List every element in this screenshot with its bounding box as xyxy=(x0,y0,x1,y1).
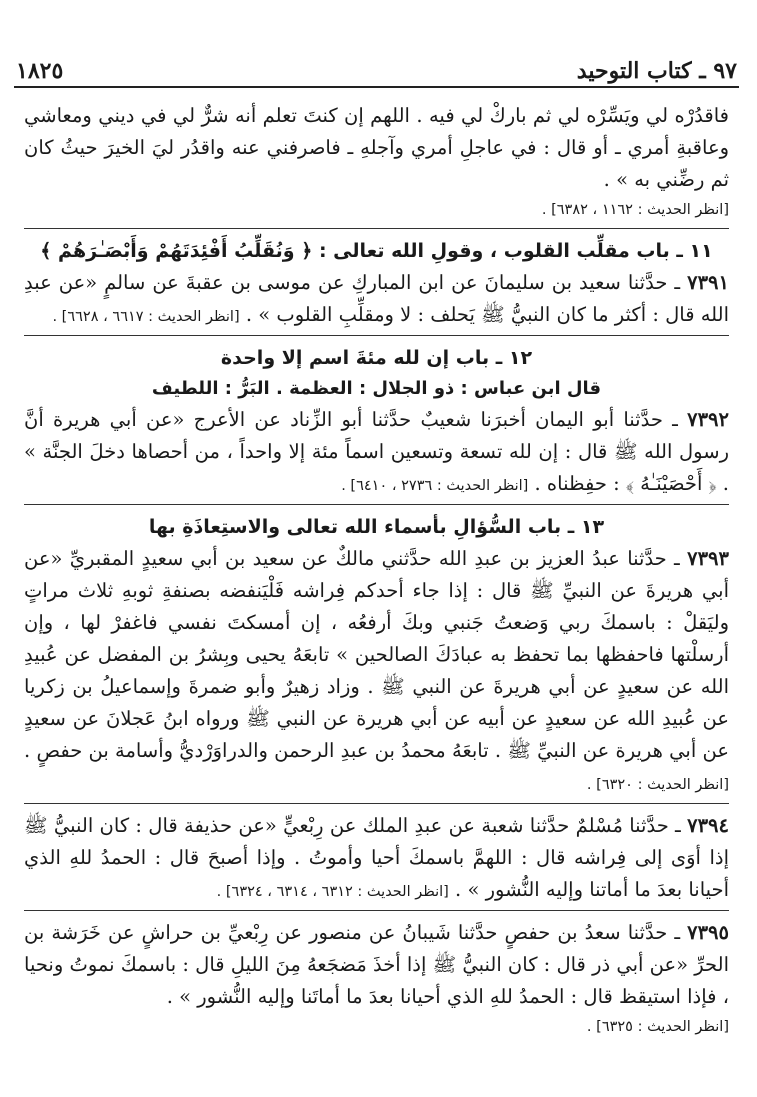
hadith-number: ٧٣٩٣ xyxy=(687,547,729,570)
hadith-text: ـ حدَّثنا سعيد بن سليمانَ عن ابن المباركِ عن موسى بن عقبةَ عن سالمٍ «عن عبدِ الله قال : أكثر ما كان النبيُّ ﷺ يَحلف : لا ومقلِّبِ القلوب » . xyxy=(24,271,729,326)
paragraph-continuation: فاقدُرْه لي ويَسِّرْه لي ثم باركْ لي فيه . اللهم إن كنتَ تعلم أنه شرٌّ لي في ديني ومعاشي وعاقبةِ أمري ـ أو قال : في عاجلِ أمري وآجلهِ ـ فاصرفني عنه واقدُر ليَ الخيرَ حيثُ كان ثم رضِّني به » . xyxy=(24,104,729,191)
page-body xyxy=(14,88,739,1041)
cross-reference: [انظر الحديث : ٦٣٢٠] . xyxy=(586,777,729,793)
cross-reference: [انظر الحديث : ٦٣١٢ ، ٦٣١٤ ، ٦٣٢٤] . xyxy=(216,884,449,900)
running-header xyxy=(14,52,739,88)
hadith-number: ٧٣٩٥ xyxy=(687,921,730,944)
divider xyxy=(24,803,729,804)
divider xyxy=(24,228,729,229)
hadith-number: ٧٣٩٤ xyxy=(687,814,729,837)
page-number: ١٨٢٥ xyxy=(16,58,64,84)
cross-reference: [انظر الحديث : ٦٣٢٥] . xyxy=(586,1019,729,1035)
hadith-number: ٧٣٩٢ xyxy=(687,408,729,431)
chapter-title: ٩٧ ـ كتاب التوحيد xyxy=(576,58,737,84)
hadith-7391 xyxy=(24,267,729,331)
hadith-text: ـ حدَّثنا مُسْلمٌ حدَّثنا شعبة عن عبدِ الملك عن رِبْعيٍّ «عن حذيفة قال : كان النبيُّ ﷺ إذا أوَى إلى فِراشه قال : اللهمَّ باسمكَ أحيا وأموتُ . وإذا أصبحَ قال : الحمدُ للهِ الذي أحيانا بعدَ ما أماتنا وإليه النُّشور » . xyxy=(24,814,729,901)
hadith-text: ـ حدَّثنا أبو اليمان أخبرَنا شعيبٌ حدَّثنا أبو الزِّناد عن الأعرج «عن أبي هريرة أنَّ رسول الله ﷺ قال : إن لله تسعة وتسعين اسماً مئة إلا واحداً ، من أحصاها دخلَ الجنَّة » . ﴿ أَحْصَيْنَـٰهُ ﴾ : حفِظناه . xyxy=(24,408,729,495)
hadith-text: ـ حدَّثنا سعدُ بن حفصٍ حدَّثنا شَيبانُ عن منصور عن رِبْعيِّ بن حراشٍ عن خَرَشة بن الحرِّ «عن أبي ذر قال : كان النبيُّ ﷺ إذا أخذَ مَضجَعهُ مِنَ الليلِ قال : باسمكَ نموتُ ونحيا ، فإذا استيقظ قال : الحمدُ للهِ الذي أحيانا بعدَ ما أماتَنا وإليه النُّشور » . xyxy=(24,921,729,1008)
chapter-heading: ١٣ ـ باب السُّؤالِ بأسماء الله تعالى والاستِعاذَةِ بها xyxy=(148,516,605,538)
book-page xyxy=(14,52,739,1041)
hadith-7392 xyxy=(24,404,729,500)
cross-reference: [انظر الحديث : ١١٦٢ ، ٦٣٨٢] . xyxy=(541,202,729,218)
hadith-7394 xyxy=(24,810,729,906)
divider xyxy=(24,335,729,336)
chapter-heading: ١٢ ـ باب إن لله مئةَ اسم إلا واحدة xyxy=(220,347,533,369)
cross-reference: [انظر الحديث : ٢٧٣٦ ، ٦٤١٠] . xyxy=(341,478,529,494)
chapter-heading: ١١ ـ باب مقلِّب القلوب ، وقولِ الله تعالى : ﴿ وَنُقَلِّبُ أَفْئِدَتَهُمْ وَأَبْصَـٰرَهُمْ ﴾ xyxy=(40,240,713,262)
hadith-number: ٧٣٩١ xyxy=(687,271,729,294)
divider xyxy=(24,910,729,911)
cross-reference: [انظر الحديث : ٦٦١٧ ، ٦٦٢٨] . xyxy=(52,309,240,325)
hadith-text: ـ حدَّثنا عبدُ العزيز بن عبدِ الله حدَّثني مالكٌ عن سعيد بن أبي سعيدٍ المقبريِّ «عن أبي هريرةَ عن النبيِّ ﷺ قال : إذا جاء أحدكم فِراشه فَلْيَنفضه بصنفةِ ثوبهِ ثلاث مراتٍ وليَقلْ : باسمكَ ربي وَضعتُ جَنبي وبكَ أرفعُه ، إن أمسكتَ نفسي فاغفرْ لها ، وإن أرسلْتها فاحفظها بما تحفظ به عبادَكَ الصالحين » تابعَهُ يحيى وبِشرُ بن المفضل عن عُبيدِ الله عن سعيدٍ عن أبي هريرةَ عن النبي ﷺ . وزاد زهيرٌ وأبو ضمرةَ وإسماعيلُ بن زكريا عن عُبيدِ الله عن سعيدٍ عن أبيه عن أبي هريرة عن النبي ﷺ ورواه ابنُ عَجلانَ عن سعيدٍ عن أبي هريرة عن النبيِّ ﷺ . تابعَهُ محمدُ بن عبدِ الرحمن والدراوَرْديُّ وأسامة بن حفصٍ . xyxy=(24,547,729,762)
chapter-subheading: قال ابن عباس : ذو الجلال : العظمة . البَرُّ : اللطيف xyxy=(151,378,602,399)
divider xyxy=(24,504,729,505)
hadith-7395 xyxy=(24,917,729,1013)
hadith-7393 xyxy=(24,543,729,799)
